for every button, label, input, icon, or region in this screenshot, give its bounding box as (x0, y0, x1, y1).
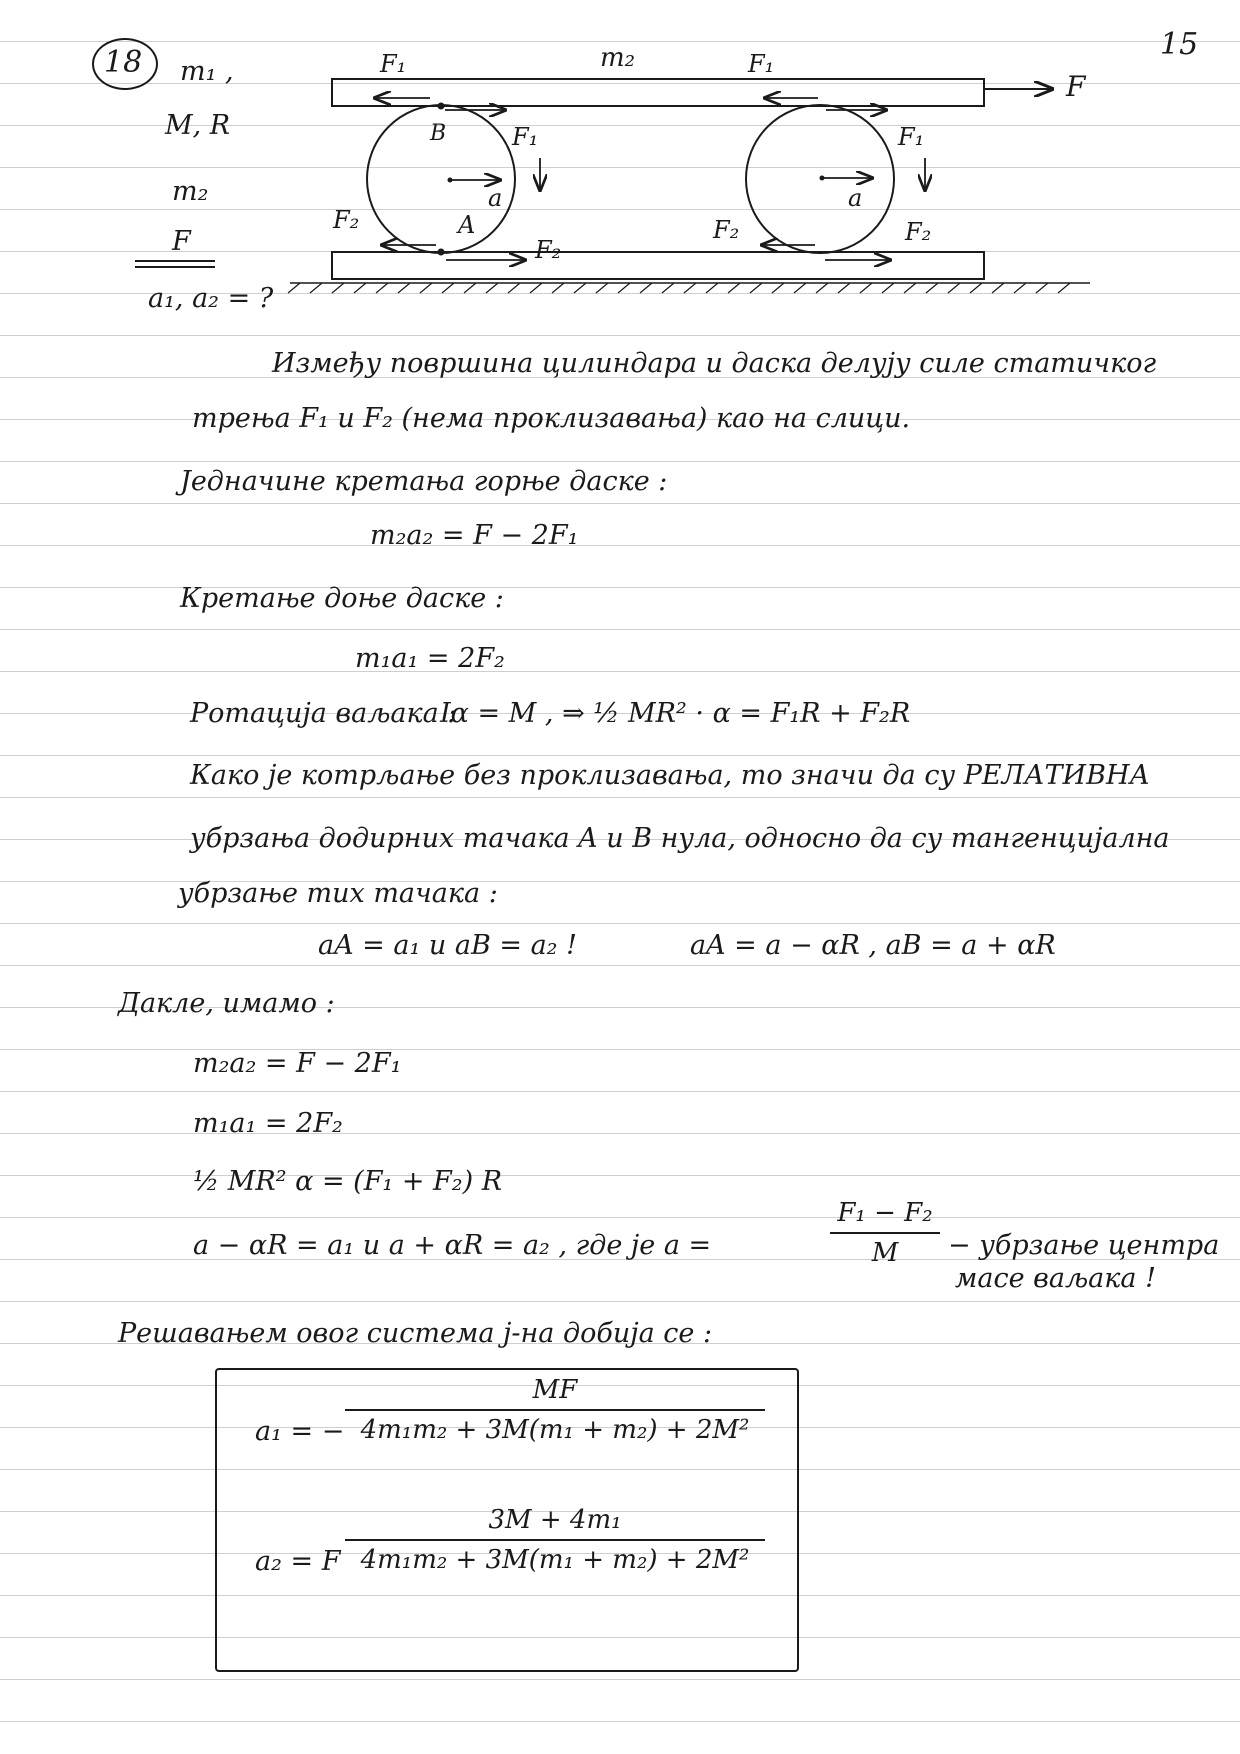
page-number: 15 (1160, 27, 1199, 62)
rotation-heading: Ротација ваљака : (190, 698, 457, 729)
center-accel-numerator: F₁ − F₂ (837, 1198, 933, 1228)
center-accel-fraction-bar (830, 1232, 940, 1234)
given-m1: m₁ , (180, 56, 234, 87)
label-a-left: a (488, 184, 503, 212)
ground-hatch-mark (816, 283, 828, 293)
ground-hatch-mark (486, 283, 498, 293)
center-accel-note-1: − убрзање центра (948, 1230, 1220, 1261)
ground-hatch-mark (398, 283, 410, 293)
ground-hatch-mark (530, 283, 542, 293)
ground-hatch-mark (904, 283, 916, 293)
rolling-line-3: убрзање тих тачака : (178, 878, 498, 909)
label-F2-below-left: F₂ (535, 236, 562, 264)
label-F: F (1066, 70, 1086, 103)
solve-heading: Решавањем овог система ј-на добија се : (118, 1318, 713, 1349)
ground-hatch-mark (860, 283, 872, 293)
rolling-line-1: Како је котрљање без проклизавања, то значи да су РЕЛАТИВНА (190, 760, 1150, 791)
ground-hatch-mark (1036, 283, 1048, 293)
eq-lower-board: m₁a₁ = 2F₂ (355, 643, 505, 674)
ground-hatch-mark (288, 283, 300, 293)
ground-hatch-mark (1014, 283, 1026, 293)
ground-hatch-mark (728, 283, 740, 293)
ground-hatch-mark (970, 283, 982, 293)
lower-board-heading: Кретање доње даске : (180, 583, 504, 614)
answer-a2-lhs: a₂ = F (255, 1546, 341, 1577)
system-eq-3: ½ MR² α = (F₁ + F₂) R (193, 1166, 503, 1197)
ground-hatch-mark (310, 283, 322, 293)
intro-line-2: трења F₁ и F₂ (нема проклизавања) као на слици. (192, 403, 911, 434)
label-A: A (458, 211, 476, 239)
ground-hatch-mark (420, 283, 432, 293)
ground-hatch-mark (706, 283, 718, 293)
ground-hatch-mark (508, 283, 520, 293)
answer-a1-numerator: MF (532, 1375, 578, 1405)
ground-hatch-mark (596, 283, 608, 293)
given-M-R: M, R (165, 110, 231, 141)
eq-contact-kinematics: aA = a − αR , aB = a + αR (690, 930, 1056, 961)
ground-hatch-mark (332, 283, 344, 293)
answer-a2-numerator: 3M + 4m₁ (488, 1505, 622, 1535)
label-m2: m₂ (600, 43, 636, 73)
label-F1-mid-left: F₁ (512, 123, 539, 151)
lower-board (332, 252, 984, 279)
ground-hatch-mark (662, 283, 674, 293)
ground-hatch-mark (794, 283, 806, 293)
system-eq-4: a − αR = a₁ и a + αR = a₂ , где је a = (193, 1230, 712, 1261)
system-eq-2: m₁a₁ = 2F₂ (193, 1108, 343, 1139)
label-F1-top-right: F₁ (748, 50, 775, 78)
center-accel-denominator: M (871, 1238, 899, 1268)
answer-a1-lhs: a₁ = − (255, 1416, 345, 1447)
point-B (438, 103, 445, 110)
ground-hatch-marks (288, 283, 1070, 293)
point-A (438, 249, 445, 256)
eq-contact-accel: aA = a₁ и aB = a₂ ! (318, 930, 577, 961)
given-F: F (172, 226, 191, 257)
ground-hatch-mark (552, 283, 564, 293)
ground-hatch-mark (1058, 283, 1070, 293)
given-m2: m₂ (172, 176, 209, 207)
hence-heading: Дакле, имамо : (118, 988, 335, 1019)
ground-hatch-mark (376, 283, 388, 293)
intro-line-1: Између површина цилиндара и даска делују силе статичког (272, 348, 1157, 379)
eq-rotation: Iα = M , ⇒ ½ MR² · α = F₁R + F₂R (440, 698, 911, 729)
ground-hatch-mark (640, 283, 652, 293)
ground-hatch-mark (464, 283, 476, 293)
ground-hatch-mark (618, 283, 630, 293)
label-F2-left: F₂ (333, 206, 360, 234)
left-center (448, 178, 453, 183)
center-accel-fraction (830, 1198, 940, 1268)
answer-a2-fraction (345, 1505, 765, 1575)
ground-hatch-mark (574, 283, 586, 293)
label-F1-top-left: F₁ (380, 50, 407, 78)
upper-board-heading: Једначине кретања горње даске : (180, 466, 668, 497)
upper-board (332, 79, 984, 106)
label-B: B (430, 121, 447, 146)
right-center (820, 176, 825, 181)
center-accel-note-2: масе ваљака ! (955, 1263, 1156, 1294)
ground-hatch-mark (926, 283, 938, 293)
ground-hatch-mark (354, 283, 366, 293)
ground-hatch-mark (772, 283, 784, 293)
label-F2-right: F₂ (905, 218, 932, 246)
ground-hatch-mark (992, 283, 1004, 293)
ground-hatch-mark (948, 283, 960, 293)
problem-number: 18 (104, 45, 143, 80)
rolling-line-2: убрзања додирних тачака A и B нула, односно да су тангенцијална (190, 823, 1170, 854)
ground-hatch-mark (882, 283, 894, 293)
answer-a2-fraction-bar (345, 1539, 765, 1541)
ground-hatch-mark (838, 283, 850, 293)
ground-hatch-mark (442, 283, 454, 293)
answer-a1-denominator: 4m₁m₂ + 3M(m₁ + m₂) + 2M² (360, 1415, 750, 1445)
label-F2-mid-right: F₂ (713, 216, 740, 244)
unknown-quantities: a₁, a₂ = ? (148, 283, 274, 314)
label-a-right: a (848, 184, 863, 212)
label-F1-mid-right: F₁ (898, 123, 925, 151)
ground-hatch-mark (684, 283, 696, 293)
answer-a2-denominator: 4m₁m₂ + 3M(m₁ + m₂) + 2M² (360, 1545, 750, 1575)
system-eq-1: m₂a₂ = F − 2F₁ (193, 1048, 402, 1079)
cylinders-between-boards-figure (0, 0, 1240, 320)
answer-a1-fraction (345, 1375, 765, 1445)
answer-a1-fraction-bar (345, 1409, 765, 1411)
ground-hatch-mark (750, 283, 762, 293)
eq-upper-board: m₂a₂ = F − 2F₁ (370, 520, 579, 551)
